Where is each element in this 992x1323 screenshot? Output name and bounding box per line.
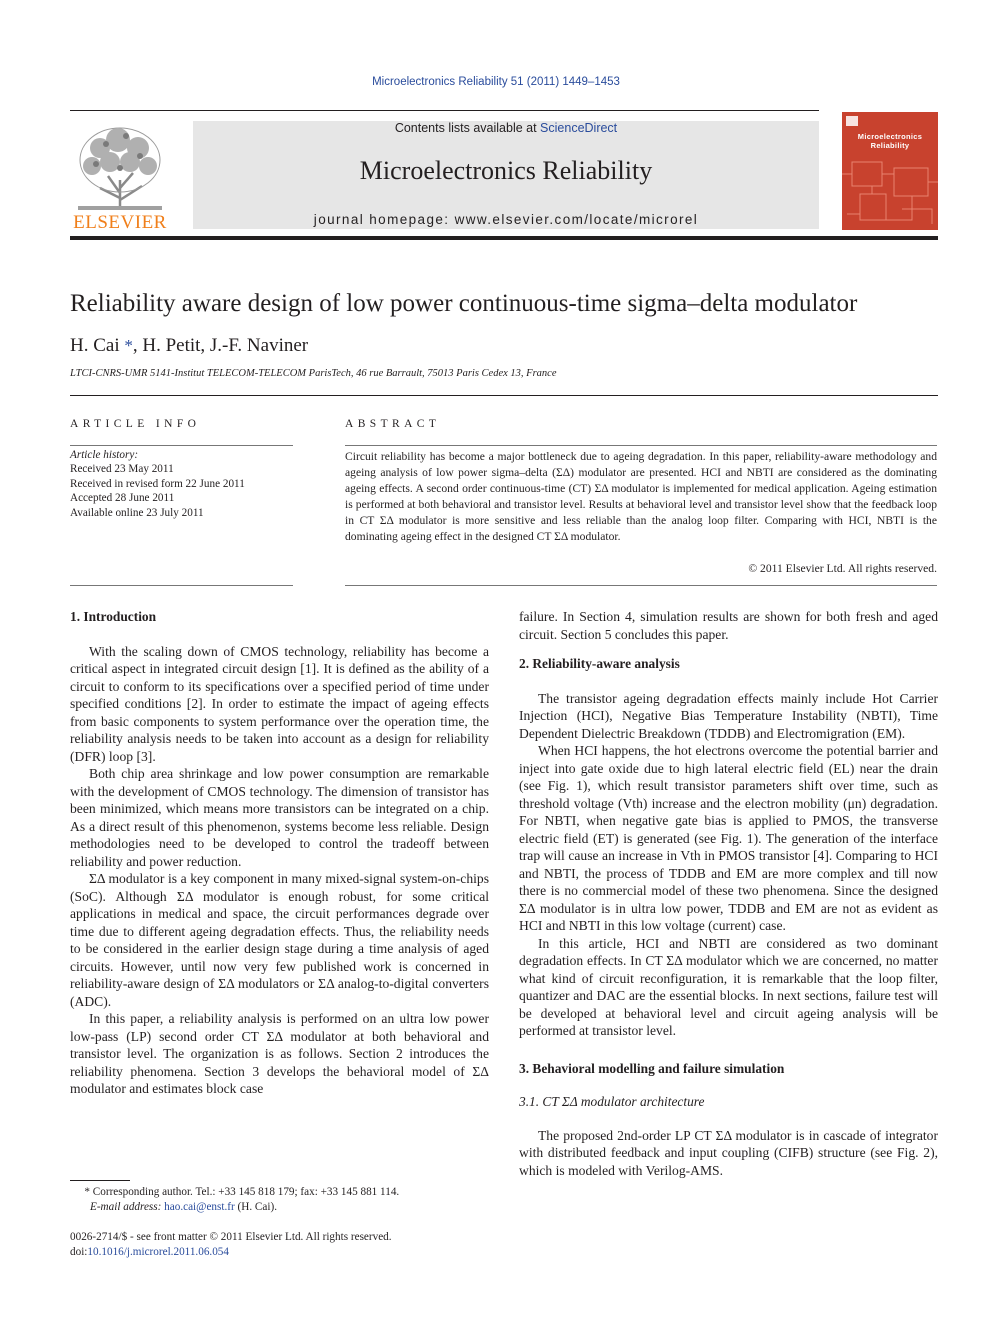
footnote-mark: * [84,1186,90,1198]
abstract-copyright: © 2011 Elsevier Ltd. All rights reserved. [748,562,937,575]
coauthors[interactable]: , H. Petit, J.-F. Naviner [132,335,309,356]
abstract-bottom-rule [345,585,937,586]
history-received: Received 23 May 2011 [70,463,174,476]
right-column [519,608,938,1179]
section3-heading: 3. Behavioral modelling and failure simulation [519,1060,785,1076]
article-info-bottom-rule [70,585,293,586]
affiliation: LTCI-CNRS-UMR 5141-Institut TELECOM-TELECOM ParisTech, 46 rue Barrault, 75013 Paris Cedex 13, France [70,368,557,379]
email-suffix: (H. Cai). [237,1200,277,1213]
journal-title: Microelectronics Reliability [359,156,653,185]
issn-line: 0026-2714/$ - see front matter © 2011 Elsevier Ltd. All rights reserved. [70,1231,392,1243]
section3-1-paragraph-1: The proposed 2nd-order LP CT ΣΔ modulator is in cascade of integrator with distributed feedback and input coupling (CIFB) structure (see Fig. 2), which is modeled with Verilog-AMS. [519,1127,938,1178]
header-thick-rule [70,236,938,240]
footnote-contact: Corresponding author. Tel.: +33 145 818 179; fax: +33 145 881 114. [92,1186,400,1198]
front-matter [70,1230,570,1259]
history-label: Article history: [70,449,139,461]
contents-prefix: Contents lists available at [394,121,541,135]
history-online: Available online 23 July 2011 [70,506,204,519]
elsevier-wordmark: ELSEVIER [73,212,167,233]
title-divider [70,395,938,396]
corresponding-author-mark[interactable]: * [124,336,133,355]
footnote [70,1185,489,1214]
article-info-heading: ARTICLE INFO [70,418,201,430]
abstract-divider [345,445,937,446]
intro-paragraph-4-continued: failure. In Section 4, simulation results are shown for both fresh and aged circuit. Section 5 concludes this paper. [519,609,938,642]
footnote-email-line [70,1200,489,1215]
elsevier-logo[interactable] [70,118,170,233]
doi-link[interactable]: 10.1016/j.microrel.2011.06.054 [87,1245,229,1258]
section3-1-heading: 3.1. CT ΣΔ modulator architecture [519,1094,705,1109]
footnote-corresponding [70,1185,489,1200]
article-info-divider [70,445,293,446]
author-cai[interactable]: H. Cai [70,335,120,356]
authors [70,335,308,357]
header-divider [70,110,819,111]
section2-paragraph-2: When HCI happens, the hot electrons overcome the potential barrier and inject into gate oxide due to high lateral electric field (EL) near the drain (see Fig. 1), which result transistor parameters shift over time, such as threshold voltage (Vth) increase and the electron mobility (μn) degradation. For NBTI, when negative gate bias is applied to PMOS, the transverse electric field (ET) is generated (see Fig. 1). The generation of the interface trap will cause an increase in Vth in PMOS transistor [4]. Comparing to HCI and NBTI, the process of TDDB and EM are more complex and till now there is no commercial model of these two phenomena. Since the designed ΣΔ modulator is in ultra low power, TDDB and EM are not as evident as HCI and NBTI in this low voltage (current) case. [519,743,938,933]
cover-logo-icon [846,116,858,126]
cover-title-line2: Reliability [870,141,910,150]
abstract-heading: ABSTRACT [345,418,441,430]
sciencedirect-link[interactable]: ScienceDirect [540,121,618,135]
cover-title-line1: Microelectronics [857,132,923,141]
article-title: Reliability aware design of low power continuous-time sigma–delta modulator [70,290,858,317]
intro-paragraph-2: Both chip area shrinkage and low power consumption are remarkable with the development of CMOS technology. The dimension of transistor has been minimized, which means more transistors can be integrated on a chip. As a direct result of this phenomenon, systems become less reliable. Design methodologies need to be developed to control the tradeoff between reliability and power reduction. [70,766,489,869]
doi-prefix: doi: [70,1245,88,1258]
journal-homepage[interactable]: journal homepage: www.elsevier.com/locate/microrel [313,212,699,227]
intro-paragraph-3: ΣΔ modulator is a key component in many mixed-signal system-on-chips (SoC). Although ΣΔ modulator is enough robust, for some critical applications in medical and space, the circuit performances degrade over time due to different ageing degradation effects. Thus, the reliability needs to be considered in the earlier design stage during a time analysis of aged circuits. However, until now very few published work is concerned in reliability-aware design of ΣΔ modulators or ΣΔ analog-to-digital converters (ADC). [70,871,489,1009]
intro-paragraph-4: In this paper, a reliability analysis is performed on an ultra low power low-pass (LP) second order CT ΣΔ modulator at both behavioral and transistor level. The organization is as follows. Section 2 introduces the reliability phenomena. Section 3 develops the behavioral model of ΣΔ modulator and estimates block case [70,1011,489,1096]
contents-line [193,121,819,135]
journal-citation[interactable] [0,76,992,88]
section2-heading: 2. Reliability-aware analysis [519,656,680,671]
email-link[interactable]: hao.cai@enst.fr [164,1200,235,1213]
section2-paragraph-3: In this article, HCI and NBTI are considered as two dominant degradation effects. In CT ΣΔ modulator which we are concerned, no matter what kind of circuit reconfiguration, it is remarkable that the loop filter, quantizer and DAC are the essential blocks. In next sections, failure test will be developed at behavioral level and circuit ageing analysis will be performed at transistor level. [519,935,938,1038]
doi-line [70,1245,570,1260]
journal-cover-thumbnail[interactable] [842,112,938,230]
footnote-rule [70,1180,130,1181]
intro-heading: 1. Introduction [70,609,157,624]
cover-title [842,132,938,150]
history-revised: Received in revised form 22 June 2011 [70,477,245,490]
citation-link[interactable]: Microelectronics Reliability 51 (2011) 1449–1453 [372,76,620,88]
section2-paragraph-1: The transistor ageing degradation effects mainly include Hot Carrier Injection (HCI), Negative Bias Temperature Instability (NBTI), Time Dependent Dielectric Breakdown (TDDB) and Electromigration (EM). [519,690,938,741]
intro-paragraph-1: With the scaling down of CMOS technology, reliability has become a critical aspect in integrated circuit design [1]. It is defined as the ability of a circuit to conform to its specifications over a specified period of time under specified conditions [2]. In order to estimate the impact of ageing effects from basic components to system performance over the operation time, the reliability analysis needs to be taken into account as a design for reliability (DFR) loop [3]. [70,643,489,764]
left-column [70,608,489,1098]
circuit-pattern-icon [842,154,938,230]
email-label: E-mail address: [90,1200,162,1213]
history-accepted: Accepted 28 June 2011 [70,492,175,505]
article-history [70,448,300,520]
abstract-text: Circuit reliability has become a major bottleneck due to ageing degradation. In this paper, reliability-aware methodology and ageing analysis of low power sigma–delta (ΣΔ) modulator are presented. HCI and NBTI are considered as the dominating ageing effects. A second order continuous-time (CT) ΣΔ modulator is implemented for medical application. Ageing estimation is performed at both behavioral and transistor level. Results at behavioral level and transistor level show that the feedback loop in CT ΣΔ modulator is more sensitive and less reliable than the analog loop filter. Comparing with HCI, NBTI is the dominating ageing effect in the designed CT ΣΔ modulator. [345,450,937,543]
